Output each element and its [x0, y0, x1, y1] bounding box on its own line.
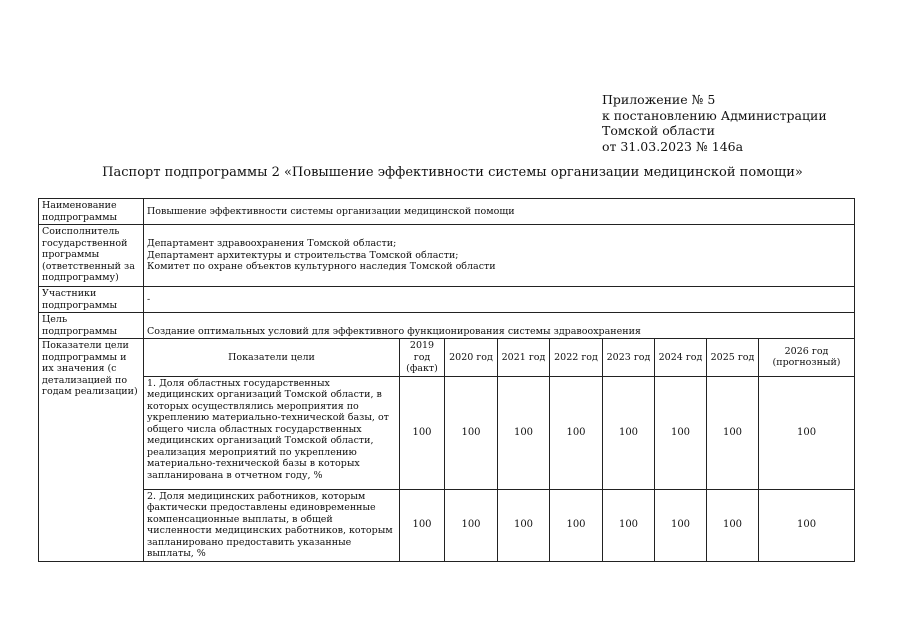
executor-value-line-3: Комитет по охране объектов культурного наследия Томской области: [147, 261, 496, 273]
appendix-line-4: от 31.03.2023 № 146а: [602, 138, 744, 154]
goal-label: Цель подпрограммы: [39, 313, 144, 339]
indicators-header: Показатели цели: [144, 339, 400, 377]
indicator-value: 100: [550, 489, 603, 561]
indicator-value: 100: [759, 489, 855, 561]
year-header: 2026 год (прогнозный): [759, 339, 855, 377]
table-row-executor: [39, 225, 855, 287]
executor-value: [144, 225, 855, 287]
goal-value: Создание оптимальных условий для эффективного функционирования системы здравоохранения: [144, 313, 855, 339]
year-header: 2024 год: [655, 339, 707, 377]
table-row-participants: [39, 287, 855, 313]
passport-table: [38, 198, 855, 562]
indicator-value: 100: [550, 376, 603, 489]
table-row-name: [39, 199, 855, 225]
participants-label: Участники подпрограммы: [39, 287, 144, 313]
indicator-row-2: [39, 489, 855, 561]
indicator-value: 100: [400, 489, 445, 561]
table-row-goal: [39, 313, 855, 339]
indicator-value: 100: [707, 376, 759, 489]
indicator-value: 100: [498, 376, 550, 489]
appendix-block: [602, 92, 827, 154]
year-header: 2023 год: [603, 339, 655, 377]
year-header: 2020 год: [445, 339, 498, 377]
year-header: 2025 год: [707, 339, 759, 377]
executor-value-line-1: Департамент здравоохранения Томской области;: [147, 238, 397, 250]
indicator-text: 2. Доля медицинских работников, которым фактически предоставлены единовременные компенсационные выплаты, в общей численности медицинских работников, которым запланировано предоставить указанные выплаты, %: [144, 489, 400, 561]
indicator-value: 100: [603, 376, 655, 489]
appendix-line-2: к постановлению Администрации: [602, 107, 827, 123]
executor-label: Соисполнитель государственной программы (ответственный за подпрограмму): [39, 225, 144, 287]
year-header: 2021 год: [498, 339, 550, 377]
executor-value-line-2: Департамент архитектуры и строительства Томской области;: [147, 249, 459, 261]
indicator-value: 100: [445, 376, 498, 489]
document-title: Паспорт подпрограммы 2 «Повышение эффективности системы организации медицинской помощи»: [102, 165, 803, 180]
appendix-line-1: Приложение № 5: [602, 92, 716, 107]
year-header: 2019 год (факт): [400, 339, 445, 377]
indicator-value: 100: [759, 376, 855, 489]
indicator-value: 100: [655, 489, 707, 561]
indicator-value: 100: [603, 489, 655, 561]
indicator-value: 100: [707, 489, 759, 561]
indicator-value: 100: [498, 489, 550, 561]
indicator-value: 100: [655, 376, 707, 489]
indicator-row-1: [39, 376, 855, 489]
indicator-value: 100: [400, 376, 445, 489]
name-label: Наименование подпрограммы: [39, 199, 144, 225]
participants-value: -: [144, 287, 855, 313]
year-header: 2022 год: [550, 339, 603, 377]
name-value: Повышение эффективности системы организации медицинской помощи: [144, 199, 855, 225]
indicators-header-row: [39, 339, 855, 377]
indicator-text: 1. Доля областных государственных медицинских организаций Томской области, в которых осуществлялись мероприятия по укреплению материально-технической базы, от общего числа областных государственных медицинских организаций Томской области, реализация мероприятий по укреплению материально-технической базы в которых запланирована в отчетном году, %: [144, 376, 400, 489]
indicators-label: Показатели цели подпрограммы и их значения (с детализацией по годам реализации): [39, 339, 144, 562]
appendix-line-3: Томской области: [602, 123, 715, 138]
indicator-value: 100: [445, 489, 498, 561]
